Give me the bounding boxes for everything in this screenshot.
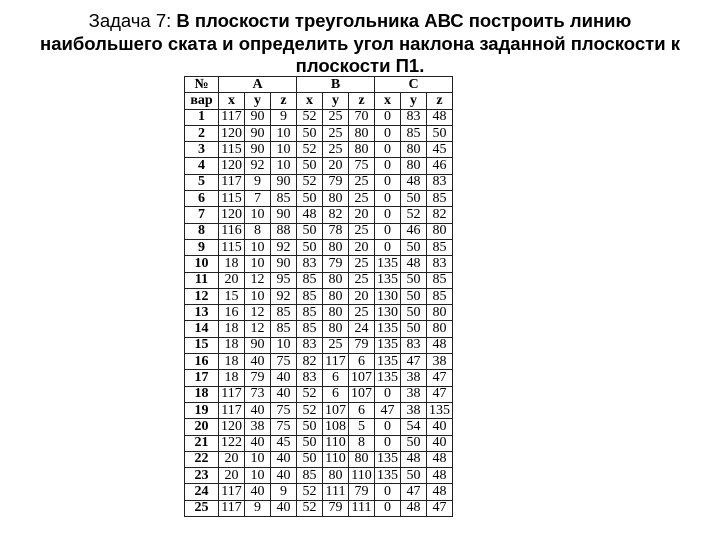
coordinate-cell: 75 <box>271 402 297 418</box>
coordinate-cell: 50 <box>401 468 427 484</box>
coordinate-cell: 50 <box>401 305 427 321</box>
coordinate-cell: 0 <box>375 435 401 451</box>
variant-number-cell: 16 <box>185 354 219 370</box>
variant-number-cell: 24 <box>185 484 219 500</box>
coordinate-cell: 111 <box>349 500 375 516</box>
coordinate-cell: 25 <box>323 109 349 125</box>
coordinate-cell: 20 <box>349 239 375 255</box>
coordinate-cell: 117 <box>219 386 245 402</box>
coordinate-cell: 107 <box>349 370 375 386</box>
coordinate-cell: 50 <box>297 239 323 255</box>
coordinate-cell: 8 <box>245 223 271 239</box>
coordinate-cell: 52 <box>297 174 323 190</box>
coordinate-cell: 0 <box>375 239 401 255</box>
coordinate-cell: 54 <box>401 419 427 435</box>
coordinate-cell: 88 <box>271 223 297 239</box>
coordinate-cell: 50 <box>297 158 323 174</box>
coordinate-cell: 78 <box>323 223 349 239</box>
coordinate-cell: 9 <box>271 109 297 125</box>
coordinate-cell: 10 <box>271 158 297 174</box>
coordinate-cell: 50 <box>297 435 323 451</box>
variant-number-cell: 12 <box>185 288 219 304</box>
table-row <box>185 191 453 207</box>
coordinate-cell: 135 <box>375 337 401 353</box>
table-row <box>185 288 453 304</box>
coordinate-cell: 9 <box>245 500 271 516</box>
coordinate-cell: 10 <box>245 468 271 484</box>
coordinate-cell: 110 <box>349 468 375 484</box>
coordinate-cell: 18 <box>219 337 245 353</box>
variant-number-cell: 17 <box>185 370 219 386</box>
coordinate-cell: 79 <box>349 337 375 353</box>
coordinate-cell: 79 <box>323 174 349 190</box>
coordinate-cell: 80 <box>427 223 453 239</box>
coordinate-cell: 25 <box>349 223 375 239</box>
coordinate-cell: 6 <box>323 386 349 402</box>
coordinate-cell: 50 <box>297 419 323 435</box>
variant-number-cell: 6 <box>185 191 219 207</box>
coordinate-cell: 79 <box>323 256 349 272</box>
table-row <box>185 337 453 353</box>
coordinate-cell: 92 <box>271 239 297 255</box>
variant-number-cell: 11 <box>185 272 219 288</box>
coordinate-cell: 130 <box>375 305 401 321</box>
table-row <box>185 256 453 272</box>
coordinate-cell: 12 <box>245 272 271 288</box>
coordinate-cell: 38 <box>245 419 271 435</box>
table-row <box>185 386 453 402</box>
coordinate-cell: 48 <box>427 337 453 353</box>
coordinate-cell: 83 <box>297 256 323 272</box>
coordinate-cell: 40 <box>271 451 297 467</box>
coordinate-cell: 18 <box>219 321 245 337</box>
variant-number-cell: 3 <box>185 142 219 158</box>
coordinate-cell: 79 <box>323 500 349 516</box>
coordinate-cell: 135 <box>375 354 401 370</box>
coordinate-cell: 50 <box>401 191 427 207</box>
coordinate-cell: 75 <box>271 419 297 435</box>
coordinate-cell: 40 <box>245 435 271 451</box>
variant-number-cell: 4 <box>185 158 219 174</box>
variant-number-cell: 15 <box>185 337 219 353</box>
coordinate-cell: 10 <box>245 288 271 304</box>
task-title-line-1 <box>0 10 720 33</box>
coordinate-cell: 122 <box>219 435 245 451</box>
table-row <box>185 305 453 321</box>
coordinate-cell: 20 <box>219 468 245 484</box>
coordinate-cell: 18 <box>219 354 245 370</box>
table-row <box>185 402 453 418</box>
coordinate-cell: 80 <box>401 142 427 158</box>
coordinate-cell: 120 <box>219 158 245 174</box>
task-title <box>0 10 720 78</box>
coordinate-cell: 52 <box>297 484 323 500</box>
coordinate-cell: 10 <box>271 142 297 158</box>
table-row <box>185 239 453 255</box>
variant-number-cell: 9 <box>185 239 219 255</box>
coordinate-cell: 10 <box>271 337 297 353</box>
coordinate-cell: 48 <box>427 451 453 467</box>
coordinate-cell: 116 <box>219 223 245 239</box>
coordinate-cell: 80 <box>349 451 375 467</box>
coordinate-cell: 115 <box>219 142 245 158</box>
coordinate-cell: 120 <box>219 125 245 141</box>
coordinate-cell: 48 <box>401 174 427 190</box>
coordinate-cell: 135 <box>375 468 401 484</box>
coordinate-cell: 6 <box>349 354 375 370</box>
coordinate-cell: 90 <box>245 109 271 125</box>
coordinate-cell: 12 <box>245 321 271 337</box>
coordinate-cell: 25 <box>323 337 349 353</box>
coordinate-cell: 48 <box>401 256 427 272</box>
coordinate-cell: 135 <box>375 370 401 386</box>
coordinate-cell: 7 <box>245 191 271 207</box>
coordinate-cell: 117 <box>219 109 245 125</box>
coordinate-cell: 52 <box>401 207 427 223</box>
coordinate-cell: 20 <box>323 158 349 174</box>
coordinate-cell: 75 <box>349 158 375 174</box>
subheader-a-y: y <box>245 93 271 109</box>
variant-number-cell: 14 <box>185 321 219 337</box>
variant-number-cell: 10 <box>185 256 219 272</box>
coordinate-cell: 85 <box>427 288 453 304</box>
header-group-b: B <box>297 77 375 93</box>
coordinate-cell: 83 <box>297 370 323 386</box>
coordinate-cell: 48 <box>427 484 453 500</box>
coordinate-cell: 25 <box>323 125 349 141</box>
coordinate-cell: 38 <box>401 370 427 386</box>
coordinate-cell: 38 <box>427 354 453 370</box>
coordinate-cell: 20 <box>219 451 245 467</box>
variant-number-cell: 8 <box>185 223 219 239</box>
coordinate-cell: 15 <box>219 288 245 304</box>
coordinate-cell: 85 <box>297 468 323 484</box>
table-row <box>185 370 453 386</box>
coordinate-cell: 117 <box>219 484 245 500</box>
coordinate-cell: 95 <box>271 272 297 288</box>
coordinate-cell: 80 <box>323 239 349 255</box>
variant-number-cell: 5 <box>185 174 219 190</box>
coordinate-cell: 47 <box>401 484 427 500</box>
coordinate-cell: 10 <box>245 207 271 223</box>
coordinate-cell: 24 <box>349 321 375 337</box>
task-title-statement: В плоскости треугольника АВС построить линию <box>176 10 632 31</box>
coordinate-cell: 40 <box>245 402 271 418</box>
coordinate-cell: 45 <box>427 142 453 158</box>
coordinate-cell: 85 <box>297 288 323 304</box>
coordinate-cell: 16 <box>219 305 245 321</box>
coordinate-cell: 75 <box>271 354 297 370</box>
coordinate-cell: 50 <box>297 451 323 467</box>
coordinate-cell: 85 <box>297 272 323 288</box>
coordinate-cell: 10 <box>245 256 271 272</box>
variant-number-cell: 1 <box>185 109 219 125</box>
coordinate-cell: 83 <box>427 256 453 272</box>
coordinate-cell: 85 <box>271 191 297 207</box>
subheader-b-y: y <box>323 93 349 109</box>
coordinate-cell: 79 <box>349 484 375 500</box>
coordinate-cell: 0 <box>375 484 401 500</box>
coordinate-cell: 38 <box>401 386 427 402</box>
coordinate-cell: 10 <box>271 125 297 141</box>
coordinate-cell: 52 <box>297 109 323 125</box>
coordinate-cell: 85 <box>297 321 323 337</box>
table-row <box>185 321 453 337</box>
coordinate-cell: 6 <box>323 370 349 386</box>
coordinate-cell: 47 <box>375 402 401 418</box>
coordinate-cell: 40 <box>271 500 297 516</box>
table-row <box>185 354 453 370</box>
coordinate-cell: 20 <box>349 207 375 223</box>
coordinate-cell: 9 <box>271 484 297 500</box>
coordinate-cell: 90 <box>245 337 271 353</box>
coordinate-cell: 117 <box>219 174 245 190</box>
coordinate-cell: 40 <box>245 354 271 370</box>
coordinate-cell: 47 <box>427 500 453 516</box>
coordinate-cell: 82 <box>297 354 323 370</box>
coordinate-cell: 85 <box>427 272 453 288</box>
coordinate-cell: 25 <box>323 142 349 158</box>
variant-number-cell: 7 <box>185 207 219 223</box>
coordinate-cell: 50 <box>401 239 427 255</box>
coordinate-cell: 20 <box>349 288 375 304</box>
coordinate-cell: 135 <box>375 272 401 288</box>
coordinate-cell: 50 <box>427 125 453 141</box>
coordinate-cell: 90 <box>271 174 297 190</box>
variants-table-container <box>184 76 453 517</box>
coordinate-cell: 25 <box>349 272 375 288</box>
coordinate-cell: 80 <box>323 288 349 304</box>
coordinate-cell: 115 <box>219 239 245 255</box>
variants-table <box>184 76 453 517</box>
coordinate-cell: 40 <box>245 484 271 500</box>
coordinate-cell: 50 <box>297 223 323 239</box>
variant-number-cell: 19 <box>185 402 219 418</box>
coordinate-cell: 52 <box>297 402 323 418</box>
coordinate-cell: 0 <box>375 142 401 158</box>
coordinate-cell: 92 <box>245 158 271 174</box>
coordinate-cell: 120 <box>219 419 245 435</box>
coordinate-cell: 48 <box>427 468 453 484</box>
coordinate-cell: 111 <box>323 484 349 500</box>
coordinate-cell: 18 <box>219 256 245 272</box>
table-row <box>185 109 453 125</box>
coordinate-cell: 85 <box>297 305 323 321</box>
coordinate-cell: 40 <box>271 370 297 386</box>
coordinate-cell: 0 <box>375 109 401 125</box>
header-corner-top: № <box>185 77 219 93</box>
header-group-a: A <box>219 77 297 93</box>
coordinate-cell: 73 <box>245 386 271 402</box>
coordinate-cell: 83 <box>427 174 453 190</box>
coordinate-cell: 90 <box>245 125 271 141</box>
coordinate-cell: 47 <box>401 354 427 370</box>
coordinate-cell: 0 <box>375 207 401 223</box>
table-row <box>185 174 453 190</box>
coordinate-cell: 85 <box>271 305 297 321</box>
coordinate-cell: 50 <box>401 272 427 288</box>
coordinate-cell: 40 <box>427 419 453 435</box>
coordinate-cell: 107 <box>323 402 349 418</box>
coordinate-cell: 85 <box>401 125 427 141</box>
coordinate-cell: 83 <box>297 337 323 353</box>
coordinate-cell: 25 <box>349 305 375 321</box>
coordinate-cell: 47 <box>427 386 453 402</box>
coordinate-cell: 90 <box>271 256 297 272</box>
coordinate-cell: 20 <box>219 272 245 288</box>
coordinate-cell: 92 <box>271 288 297 304</box>
coordinate-cell: 80 <box>323 191 349 207</box>
coordinate-cell: 40 <box>271 386 297 402</box>
coordinate-cell: 46 <box>401 223 427 239</box>
coordinate-cell: 79 <box>245 370 271 386</box>
coordinate-cell: 135 <box>375 256 401 272</box>
coordinate-cell: 18 <box>219 370 245 386</box>
coordinate-cell: 82 <box>323 207 349 223</box>
coordinate-cell: 46 <box>427 158 453 174</box>
coordinate-cell: 135 <box>375 321 401 337</box>
task-title-line-3: плоскости П1. <box>295 55 425 76</box>
coordinate-cell: 108 <box>323 419 349 435</box>
coordinate-cell: 0 <box>375 174 401 190</box>
coordinate-cell: 80 <box>323 272 349 288</box>
variant-number-cell: 23 <box>185 468 219 484</box>
variant-number-cell: 18 <box>185 386 219 402</box>
coordinate-cell: 48 <box>297 207 323 223</box>
coordinate-cell: 83 <box>401 109 427 125</box>
coordinate-cell: 0 <box>375 223 401 239</box>
coordinate-cell: 80 <box>401 158 427 174</box>
coordinate-cell: 40 <box>427 435 453 451</box>
table-row <box>185 500 453 516</box>
coordinate-cell: 0 <box>375 191 401 207</box>
coordinate-cell: 80 <box>427 321 453 337</box>
coordinate-cell: 40 <box>271 468 297 484</box>
table-row <box>185 468 453 484</box>
coordinate-cell: 0 <box>375 158 401 174</box>
coordinate-cell: 50 <box>401 321 427 337</box>
coordinate-cell: 12 <box>245 305 271 321</box>
table-row <box>185 484 453 500</box>
coordinate-cell: 110 <box>323 451 349 467</box>
coordinate-cell: 130 <box>375 288 401 304</box>
coordinate-cell: 90 <box>271 207 297 223</box>
coordinate-cell: 135 <box>375 451 401 467</box>
coordinate-cell: 0 <box>375 419 401 435</box>
coordinate-cell: 25 <box>349 174 375 190</box>
coordinate-cell: 5 <box>349 419 375 435</box>
coordinate-cell: 117 <box>219 402 245 418</box>
table-row <box>185 207 453 223</box>
table-row <box>185 451 453 467</box>
coordinate-cell: 80 <box>349 125 375 141</box>
coordinate-cell: 80 <box>349 142 375 158</box>
coordinate-cell: 90 <box>245 142 271 158</box>
variant-number-cell: 22 <box>185 451 219 467</box>
coordinate-cell: 6 <box>349 402 375 418</box>
coordinate-cell: 48 <box>401 451 427 467</box>
table-subheader-row <box>185 93 453 109</box>
coordinate-cell: 120 <box>219 207 245 223</box>
table-row <box>185 125 453 141</box>
task-title-prefix: Задача 7: <box>88 10 177 31</box>
coordinate-cell: 107 <box>349 386 375 402</box>
coordinate-cell: 9 <box>245 174 271 190</box>
coordinate-cell: 85 <box>427 239 453 255</box>
table-row <box>185 419 453 435</box>
coordinate-cell: 10 <box>245 451 271 467</box>
table-row <box>185 158 453 174</box>
coordinate-cell: 110 <box>323 435 349 451</box>
subheader-c-z: z <box>427 93 453 109</box>
coordinate-cell: 48 <box>427 109 453 125</box>
coordinate-cell: 25 <box>349 256 375 272</box>
coordinate-cell: 80 <box>427 305 453 321</box>
coordinate-cell: 0 <box>375 386 401 402</box>
coordinate-cell: 117 <box>219 500 245 516</box>
header-corner-bottom: вар <box>185 93 219 109</box>
coordinate-cell: 82 <box>427 207 453 223</box>
coordinate-cell: 83 <box>401 337 427 353</box>
coordinate-cell: 50 <box>401 288 427 304</box>
coordinate-cell: 52 <box>297 386 323 402</box>
table-row <box>185 142 453 158</box>
coordinate-cell: 135 <box>427 402 453 418</box>
subheader-a-z: z <box>271 93 297 109</box>
variant-number-cell: 21 <box>185 435 219 451</box>
coordinate-cell: 50 <box>297 125 323 141</box>
coordinate-cell: 85 <box>271 321 297 337</box>
variant-number-cell: 13 <box>185 305 219 321</box>
task-title-line-2: наибольшего ската и определить угол наклона заданной плоскости к <box>40 32 680 54</box>
table-row <box>185 272 453 288</box>
coordinate-cell: 70 <box>349 109 375 125</box>
coordinate-cell: 80 <box>323 321 349 337</box>
variant-number-cell: 25 <box>185 500 219 516</box>
variant-number-cell: 2 <box>185 125 219 141</box>
subheader-b-z: z <box>349 93 375 109</box>
coordinate-cell: 25 <box>349 191 375 207</box>
table-row <box>185 435 453 451</box>
coordinate-cell: 85 <box>427 191 453 207</box>
coordinate-cell: 48 <box>401 500 427 516</box>
coordinate-cell: 80 <box>323 468 349 484</box>
coordinate-cell: 52 <box>297 142 323 158</box>
coordinate-cell: 50 <box>401 435 427 451</box>
subheader-b-x: x <box>297 93 323 109</box>
table-row <box>185 223 453 239</box>
table-header-row <box>185 77 453 93</box>
coordinate-cell: 80 <box>323 305 349 321</box>
coordinate-cell: 45 <box>271 435 297 451</box>
subheader-a-x: x <box>219 93 245 109</box>
coordinate-cell: 10 <box>245 239 271 255</box>
coordinate-cell: 50 <box>297 191 323 207</box>
coordinate-cell: 8 <box>349 435 375 451</box>
coordinate-cell: 38 <box>401 402 427 418</box>
subheader-c-y: y <box>401 93 427 109</box>
subheader-c-x: x <box>375 93 401 109</box>
coordinate-cell: 0 <box>375 500 401 516</box>
header-group-c: C <box>375 77 453 93</box>
variant-number-cell: 20 <box>185 419 219 435</box>
coordinate-cell: 52 <box>297 500 323 516</box>
coordinate-cell: 115 <box>219 191 245 207</box>
coordinate-cell: 0 <box>375 125 401 141</box>
coordinate-cell: 117 <box>323 354 349 370</box>
coordinate-cell: 47 <box>427 370 453 386</box>
